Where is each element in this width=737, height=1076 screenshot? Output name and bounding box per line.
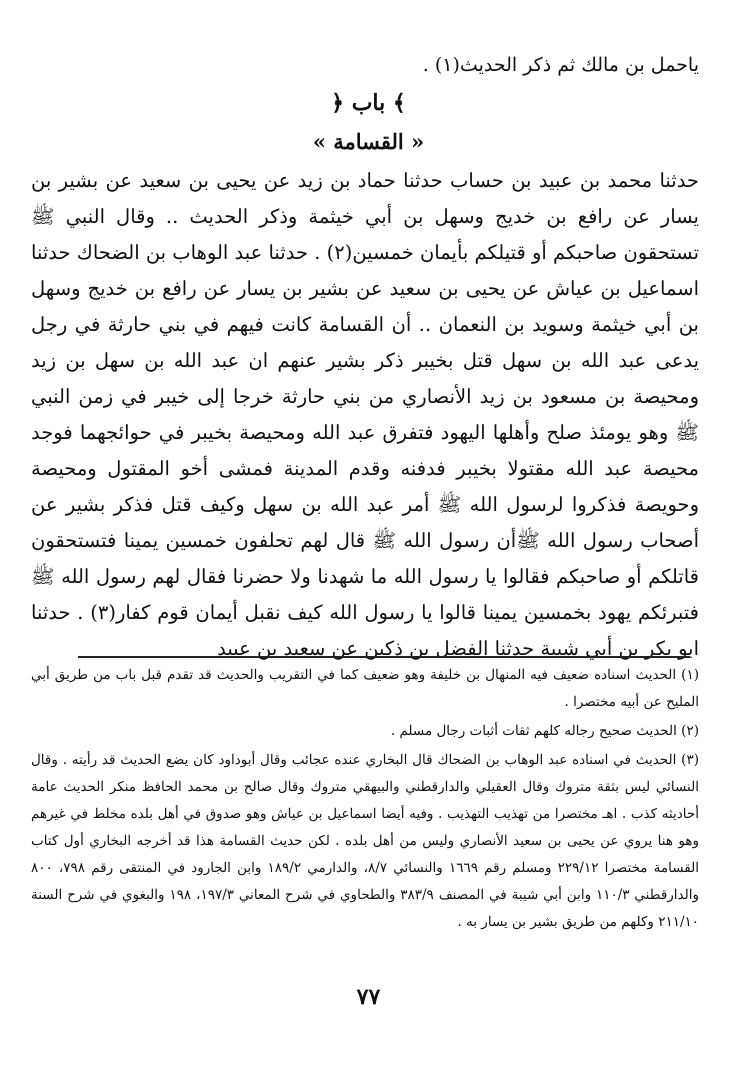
continuation-line: ياحمل بن مالك ثم ذكر الحديث(١) .: [422, 54, 699, 76]
footnotes: [31, 662, 699, 936]
footnote-separator: [78, 656, 690, 658]
footnote-2: (٢) الحديث صحيح رجاله كلهم ثقات أثبات رجال مسلم .: [390, 723, 699, 739]
chapter-heading: ﴿ باب ﴾: [331, 90, 406, 116]
chapter-subtitle: « القسامة »: [312, 129, 425, 154]
footnote-3: (٣) الحديث في اسناده عبد الوهاب بن الضحاك قال البخاري عنده عجائب وقال أبوداود كان يضع الحديث قد رأيته . وقال النسائي ليس بثقة متروك وقال العقيلي والدارقطني والبيهقي متروك وقال صالح بن محمد الحافظ منكر الحديث عامة أحاديثه كذب . اهـ مختصرا من تهذيب التهذيب . وفيه أيضا اسماعيل بن عياش وهو صدوق في أهل بلده مخلط في غيرهم وهو هنا يروي عن يحيى بن سعيد الأنصاري وليس من أهل بلده . لكن حديث القسامة هذا قد أخرجه البخاري أول كتاب القسامة مختصرا ٢٢٩/١٢ ومسلم رقم ١٦٦٩ والنسائي ٨/٧، والدارمي ١٨٩/٢ وابن الجارود في المنتقى رقم ٧٩٨، ٨٠٠ والدارقطني ١١٠/٣ وابن أبي شيبة في المصنف ٣٨٣/٩ والطحاوي في شرح المعاني ١٩٧/٣، ١٩٨ والبغوي في شرح السنة ٢١١/١٠ وكلهم من طريق بشير بن يسار به .: [31, 752, 700, 930]
footnote-1: (١) الحديث اسناده ضعيف فيه المنهال بن خليفة وهو ضعيف كما في التقريب والحديث قد تقدم قبل باب من طريق أبي المليح عن أبيه مختصرا .: [31, 667, 699, 710]
page-number: ٧٧: [356, 984, 381, 1010]
hadith-body-text: حدثنا محمد بن عبيد بن حساب حدثنا حماد بن زيد عن يحيى بن سعيد عن بشير بن يسار عن رافع بن خديج وسهل بن أبي خيثمة وذكر الحديث .. وقال النبي ﷺ تستحقون صاحبكم أو قتيلكم بأيمان خمسين(٢) . حدثنا عبد الوهاب بن الضحاك حدثنا اسماعيل بن عياش عن يحيى بن سعيد عن بشير بن يسار عن رافع بن خديج وسهل بن أبي خيثمة وسويد بن النعمان .. أن القسامة كانت فيهم في بني حارثة في رجل يدعى عبد الله بن سهل قتل بخيبر ذكر بشير عنهم ان عبد الله بن سهل بن زيد ومحيصة بن مسعود بن زيد الأنصاري من بني حارثة خرجا إلى خيبر في زمن النبي ﷺ وهو يومئذ صلح وأهلها اليهود فتفرق عبد الله ومحيصة بخيبر في حوائجهما فوجد محيصة عبد الله مقتولا بخيبر فدفنه وقدم المدينة فمشى أخو المقتول ومحيصة وحويصة فذكروا لرسول الله ﷺ أمر عبد الله بن سهل وكيف قتل فذكر بشير عن أصحاب رسول الله ﷺأن رسول الله ﷺ قال لهم تحلفون خمسين يمينا فتستحقون قاتلكم أو صاحبكم فقالوا يا رسول الله ما شهدنا ولا حضرنا فقال لهم رسول الله ﷺ فتبرئكم يهود بخمسين يمينا قالوا يا رسول الله كيف نقبل أيمان قوم كفار(٣) . حدثنا ابو بكر بن أبي شيبة حدثنا الفضل بن ذكين عن سعيد بن عبيد: [31, 169, 699, 660]
